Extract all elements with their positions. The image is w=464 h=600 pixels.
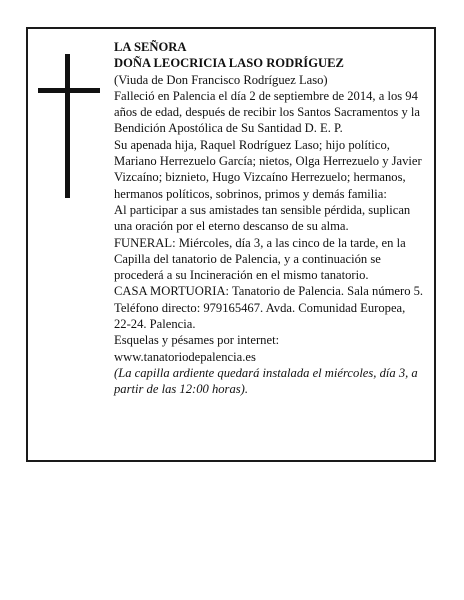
death-notice: Falleció en Palencia el día 2 de septiembre de 2014, a los 94 años de edad, después de recibir los Santos Sacramentos y la Bendición Apostólica de Su Santidad D. E. P. [114, 88, 421, 136]
cross-icon [38, 54, 100, 198]
widow-of-line: (Viuda de Don Francisco Rodríguez Laso) [114, 72, 328, 87]
internet-label: Esquelas y pésames por internet: [114, 333, 280, 348]
title-line: LA SEÑORA [114, 40, 187, 54]
casa-mortuoria-info: CASA MORTUORIA: Tanatorio de Palencia. Sala número 5. Teléfono directo: 979165467. Avda. Comunidad Europea, 22-24. Palencia. [114, 284, 424, 332]
family-list: Su apenada hija, Raquel Rodríguez Laso; hijo político, Mariano Herrezuelo García; nietos, Olga Herrezuelo y Javier Vizcaíno; biznieto, Hugo Vizcaíno Herrezuelo; hermanos, hermanos políticos, sobrinos, primos y demás familia: [114, 137, 422, 201]
chapel-note: (La capilla ardiente quedará instalada el miércoles, día 3, a partir de las 12:00 horas). [114, 365, 418, 397]
funeral-info: FUNERAL: Miércoles, día 3, a las cinco de la tarde, en la Capilla del tanatorio de Palencia, y a continuación se procederá a su Incineración en el mismo tanatorio. [114, 235, 406, 283]
website-link[interactable]: www.tanatoriodepalencia.es [114, 349, 256, 364]
prayer-request: Al participar a sus amistades tan sensible pérdida, suplican una oración por el eterno descanso de su alma. [114, 202, 411, 234]
deceased-name: DOÑA LEOCRICIA LASO RODRÍGUEZ [114, 56, 344, 71]
obituary-text [114, 39, 424, 398]
